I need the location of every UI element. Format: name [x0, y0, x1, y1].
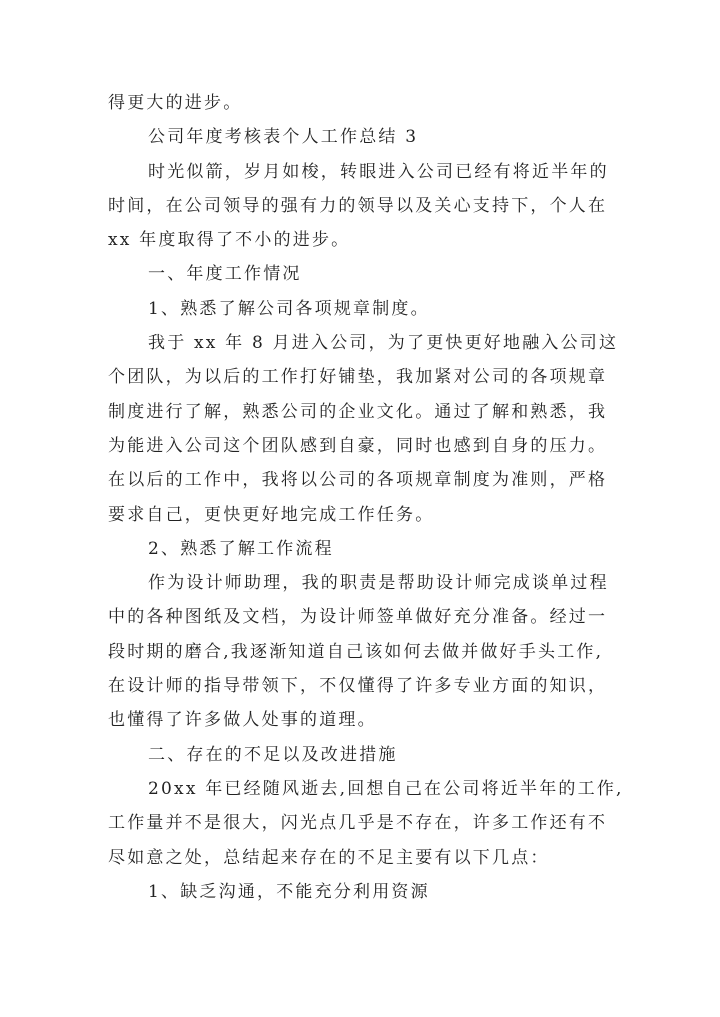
paragraph-line: 也懂得了许多做人处事的道理。: [108, 710, 377, 731]
subheading-rules: 1、熟悉了解公司各项规章制度。: [148, 298, 430, 319]
paragraph-line: 20xx 年已经随风逝去,回想自己在公司将近半年的工作,: [148, 778, 624, 799]
paragraph-line: 时间，在公司领导的强有力的领导以及关心支持下，个人在: [108, 195, 608, 216]
paragraph-line: 我于 xx 年 8 月进入公司，为了更快更好地融入公司这: [148, 333, 619, 354]
subheading-communication: 1、缺乏沟通，不能充分利用资源: [148, 881, 430, 902]
paragraph-line: 工作量并不是很大，闪光点几乎是不存在，许多工作还有不: [108, 813, 608, 834]
text-line-continuation: 得更大的进步。: [108, 93, 243, 113]
paragraph-line: 中的各种图纸及文档，为设计师签单做好充分准备。经过一: [108, 607, 608, 628]
paragraph-line: 制度进行了解，熟悉公司的企业文化。通过了解和熟悉，我: [108, 401, 608, 422]
paragraph-line: 作为设计师助理，我的职责是帮助设计师完成谈单过程: [148, 573, 609, 594]
paragraph-line: 时光似箭，岁月如梭，转眼进入公司已经有将近半年的: [148, 161, 609, 182]
paragraph-line: 在设计师的指导带领下，不仅懂得了许多专业方面的知识，: [108, 676, 608, 697]
paragraph-line: 段时期的磨合,我逐渐知道自己该如何去做并做好手头工作,: [108, 641, 604, 662]
subheading-workflow: 2、熟悉了解工作流程: [148, 538, 334, 559]
heading-annual-work: 一、年度工作情况: [148, 264, 302, 285]
heading-shortcomings: 二、存在的不足以及改进措施: [148, 744, 398, 765]
paragraph-line: 尽如意之处，总结起来存在的不足主要有以下几点：: [108, 847, 550, 868]
paragraph-line: 在以后的工作中，我将以公司的各项规章制度为准则，严格: [108, 470, 608, 491]
paragraph-line: 要求自己，更快更好地完成工作任务。: [108, 504, 435, 525]
paragraph-line: 个团队，为以后的工作打好铺垫，我加紧对公司的各项规章: [108, 367, 608, 388]
section-title: 公司年度考核表个人工作总结 3: [148, 127, 419, 148]
document-body: [108, 86, 624, 909]
paragraph-line: 为能进入公司这个团队感到自豪，同时也感到自身的压力。: [108, 435, 608, 456]
paragraph-line: xx 年度取得了不小的进步。: [108, 230, 351, 251]
